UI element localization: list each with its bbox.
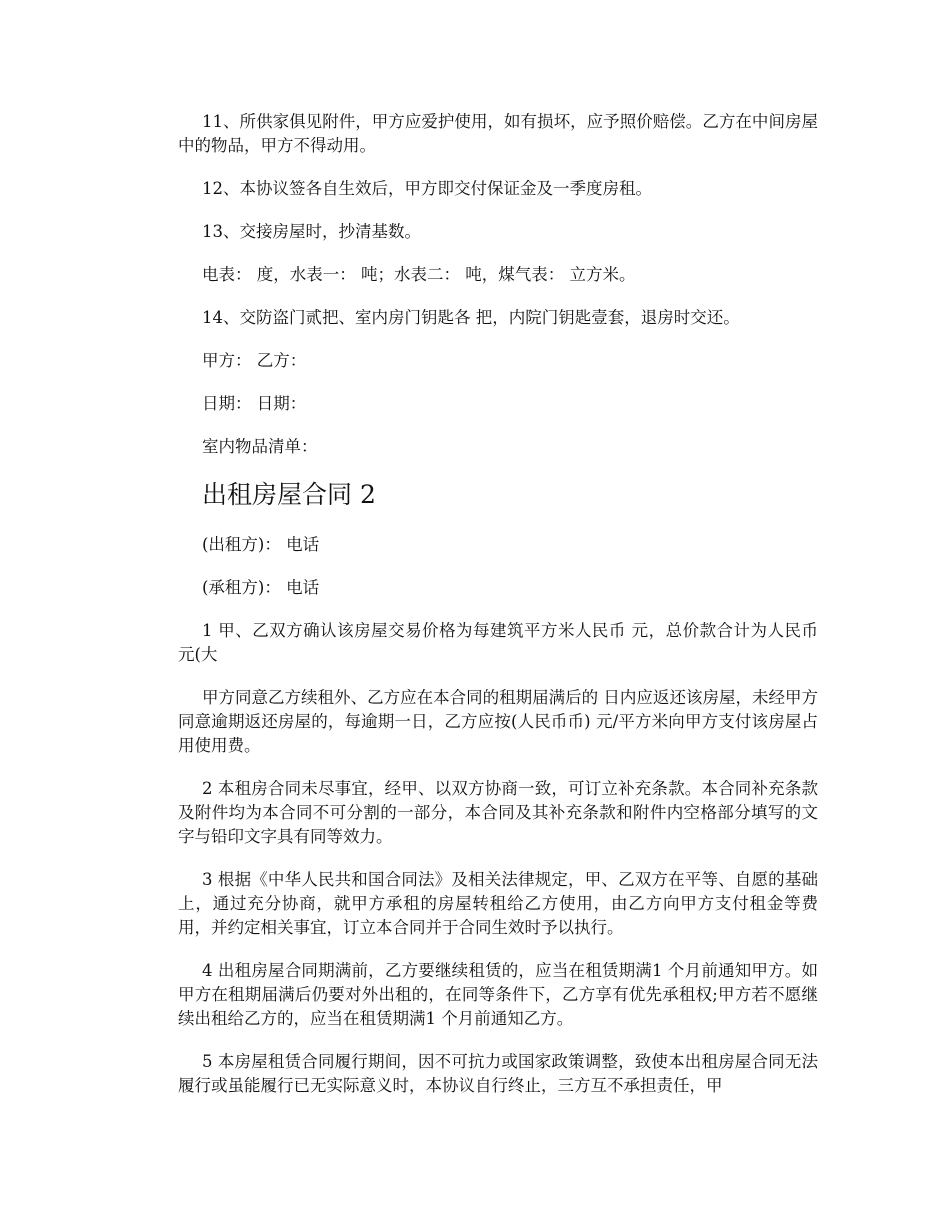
paragraph-clause-3: 3 根据《中华人民共和国合同法》及相关法律规定，甲、乙双方在平等、自愿的基础上，通过充分协商，就甲方承租的房屋转租给乙方使用，由乙方向甲方支付租金等费用，并约定相关事宜，订立本合同并于合同生效时予以执行。 xyxy=(178,870,818,937)
paragraph-lessor: (出租方)： 电话 xyxy=(202,535,320,554)
paragraph-clause-11: 11、所供家俱见附件，甲方应爱护使用，如有损坏，应予照价赔偿。乙方在中间房屋中的物品，甲方不得动用。 xyxy=(178,112,818,155)
paragraph-renewal: 甲方同意乙方续租外、乙方应在本合同的租期届满后的 日内应返还该房屋，未经甲方同意逾期返还房屋的，每逾期一日，乙方应按(人民币币) 元/平方米向甲方支付该房屋占用使用费。 xyxy=(178,688,818,755)
paragraph-clause-5: 5 本房屋租赁合同履行期间，因不可抗力或国家政策调整，致使本出租房屋合同无法履行或虽能履行已无实际意义时，本协议自行终止，三方互不承担责任，甲 xyxy=(178,1052,818,1095)
paragraph-inventory-list: 室内物品清单： xyxy=(202,437,318,456)
paragraph-signature-dates: 日期： 日期： xyxy=(202,394,307,413)
document-page xyxy=(178,110,818,1117)
paragraph-clause-13: 13、交接房屋时，抄清基数。 xyxy=(202,222,421,241)
paragraph-signature-parties: 甲方： 乙方： xyxy=(202,351,307,370)
paragraph-clause-14: 14、交防盗门贰把、室内房门钥匙各 把，内院门钥匙壹套，退房时交还。 xyxy=(202,308,740,327)
paragraph-clause-1: 1 甲、乙双方确认该房屋交易价格为每建筑平方米人民币 元，总价款合计为人民币 元(大 xyxy=(178,621,818,664)
paragraph-lessee: (承租方)： 电话 xyxy=(202,578,320,597)
paragraph-clause-12: 12、本协议签各自生效后，甲方即交付保证金及一季度房租。 xyxy=(202,179,652,198)
paragraph-clause-4: 4 出租房屋合同期满前，乙方要继续租赁的，应当在租赁期满1 个月前通知甲方。如甲方在租期届满后仍要对外出租的，在同等条件下，乙方享有优先承租权;甲方若不愿继续出租给乙方的，应当在租赁期满1 个月前通知乙方。 xyxy=(178,961,818,1028)
paragraph-meter-readings: 电表： 度，水表一： 吨；水表二： 吨，煤气表： 立方米。 xyxy=(202,265,636,284)
document-title: 出租房屋合同 2 xyxy=(202,480,376,509)
paragraph-clause-2: 2 本租房合同未尽事宜，经甲、以双方协商一致，可订立补充条款。本合同补充条款及附件均为本合同不可分割的一部分，本合同及其补充条款和附件内空格部分填写的文字与铅印文字具有同等效力。 xyxy=(178,779,818,846)
